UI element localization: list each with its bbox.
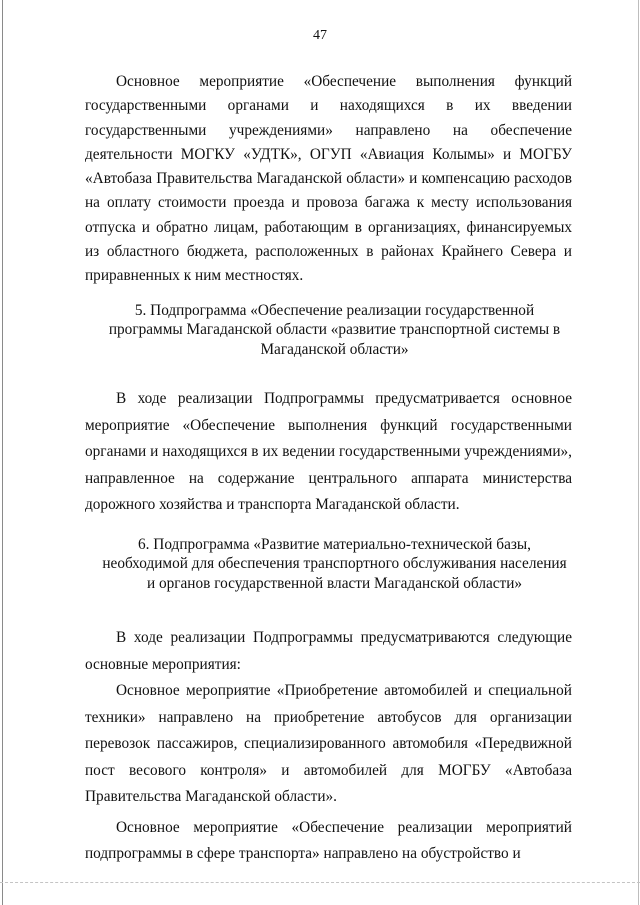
page-number: 47 <box>313 28 327 43</box>
scan-right-edge <box>638 0 639 905</box>
paragraph-transport-activity: Основное мероприятие «Обеспечение реализации мероприятий подпрограммы в сфере транспорта» направлено на обустройство и <box>85 818 572 863</box>
paragraph-subprogram-5: В ходе реализации Подпрограммы предусматривается основное мероприятие «Обеспечение выполнения функций государственными органами и находящихся в их ведении государственными учреждениями», направленное на содержание центрального аппарата министерства дорожного хозяйства и транспорта Магаданской области. <box>85 390 572 514</box>
section-heading-6: 6. Подпрограмма «Развитие материально-технической базы, необходимой для обеспечения транспортного обслуживания населения и органов государственной власти Магаданской области» <box>102 535 567 592</box>
paragraph-main-activity-1: Основное мероприятие «Обеспечение выполнения функций государственными органами и находящихся в их введении государственными учреждениями» направлено на обеспечение деятельности МОГКУ «УДТК», ОГУП «Авиация Колымы» и МОГБУ «Автобаза Правительства Магаданской области» и компенсацию расходов на оплату стоимости проезда и провоза багажа к месту использования отпуска и обратно лицам, работающим в организациях, финансируемых из областного бюджета, расположенных в районах Крайнего Севера и приравненных к ним местностях. <box>85 73 572 285</box>
scan-left-edge <box>2 0 3 905</box>
paragraph-subprogram-6-intro: В ходе реализации Подпрограммы предусматриваются следующие основные мероприятия: <box>85 629 572 673</box>
scan-bottom-artifact <box>0 882 640 883</box>
document-body <box>85 70 572 868</box>
section-heading-5: 5. Подпрограмма «Обеспечение реализации государственной программы Магаданской области «развитие транспортной системы в Магаданской области» <box>108 301 561 358</box>
paragraph-vehicles-activity: Основное мероприятие «Приобретение автомобилей и специальной техники» направлено на приобретение автобусов для организации перевозок пассажиров, специализированного автомобиля «Передвижной пост весового контроля» и автомобилей для МОГБУ «Автобаза Правительства Магаданской области». <box>85 682 572 806</box>
